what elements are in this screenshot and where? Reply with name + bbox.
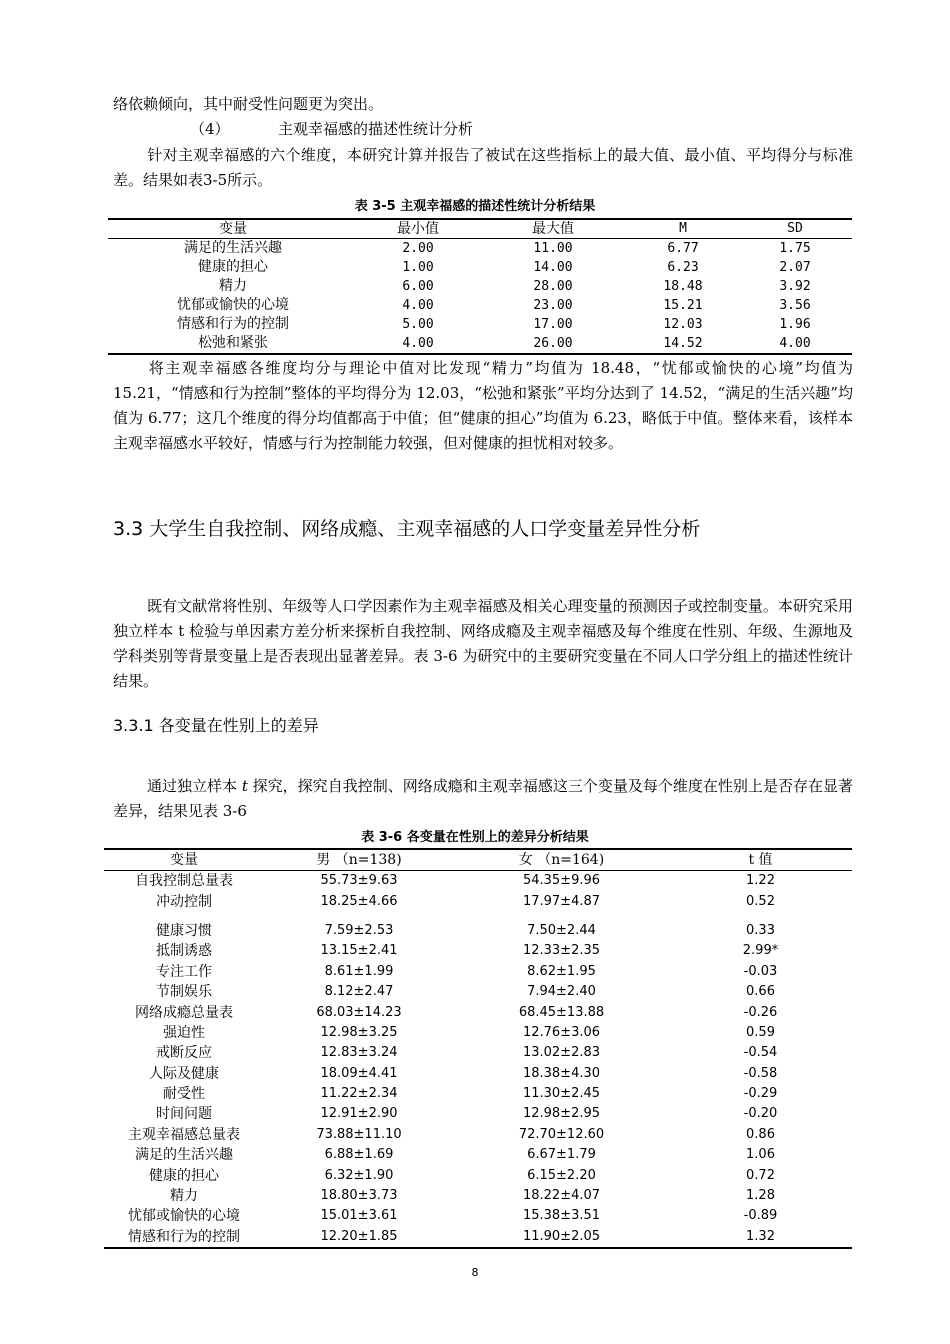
cell-value: 4.00 [779,336,811,351]
cell-value: 18.22±4.07 [522,1188,601,1204]
cell-value: 6.23 [667,260,699,275]
cell-variable: 戒断反应 [156,1045,212,1062]
cell-value: 3.56 [779,298,811,313]
subsection-4-heading [190,118,473,139]
header-male: 男 （n=138) [264,849,454,871]
cell-variable: 人际及健康 [149,1065,219,1082]
section-heading-3-3-1: 3.3.1 各变量在性别上的差异 [113,716,319,735]
cell-variable: 松弛和紧张 [198,335,268,351]
cell-value: 1.00 [402,260,434,275]
table-row [104,1023,852,1043]
cell-variable: 耐受性 [163,1086,205,1103]
cell-value: 1.75 [779,241,811,256]
table-row [104,982,852,1002]
cell-value: 55.73±9.63 [320,873,398,889]
cell-value: 8.12±2.47 [324,984,394,1000]
table-row [104,891,852,920]
table-row [108,239,852,259]
cell-value: 6.88±1.69 [324,1147,394,1163]
cell-value: 13.02±2.83 [522,1045,601,1061]
cell-variable: 主观幸福感总量表 [128,1126,240,1143]
cell-variable: 自我控制总量表 [135,873,233,890]
cell-value: 0.52 [746,893,775,909]
header-sd: SD [738,219,852,239]
table-row [108,258,852,277]
cell-value: 8.61±1.99 [324,963,394,979]
table-row [104,1084,852,1104]
cell-variable: 情感和行为的控制 [128,1228,240,1245]
cell-value: 18.38±4.30 [522,1065,601,1081]
cell-value: 0.72 [746,1167,775,1183]
cell-value: 0.66 [746,984,775,1000]
table-row [104,1064,852,1084]
header-mean: M [628,219,738,239]
table-row [108,315,852,334]
cell-value: 12.76±3.06 [522,1024,601,1040]
paragraph-table35-discussion: 将主观幸福感各维度均分与理论中值对比发现“精力”均值为 18.48，“忧郁或愉快的心境”均值为 15.21，“情感和行为控制”整体的平均得分为 12.03，“松弛和紧张”平均分达到了 14.52，“满足的生活兴趣”均值为 6.77；这几个维度的得分均值都高于中值；但“健康的担心”均值为 6.23，略低于中值。整体来看，该样本主观幸福感水平较好，情感与行为控制能力较强，但对健康的担忧相对较多。 [113,359,853,452]
paragraph-continued: 络依赖倾向，其中耐受性问题更为突出。 [113,95,384,113]
cell-value: 6.67±1.79 [527,1147,596,1163]
header-variable: 变量 [108,219,358,239]
cell-value: 18.48 [663,279,703,294]
header-t-value: t 值 [669,849,852,871]
cell-variable: 情感和行为的控制 [177,316,289,332]
cell-variable: 忧郁或愉快的心境 [128,1208,240,1225]
cell-value: 17.97±4.87 [522,893,601,909]
cell-value: 15.38±3.51 [522,1208,601,1224]
cell-value: 15.01±3.61 [320,1208,398,1224]
cell-value: 11.22±2.34 [320,1086,398,1102]
cell-value: 12.03 [663,317,703,332]
paragraph-intro-table35: 针对主观幸福感的六个维度，本研究计算并报告了被试在这些指标上的最大值、最小值、平均得分与标准差。结果如表3-5所示。 [113,146,853,189]
cell-value: 23.00 [533,298,573,313]
paragraph-table36-intro: 通过独立样本 t 探究，探究自我控制、网络成瘾和主观幸福感这三个变量及每个维度在性别上是否存在显著差异，结果见表 3-6 [113,777,853,820]
cell-value: 14.52 [663,336,703,351]
cell-value: -0.58 [743,1065,778,1081]
cell-value: 12.33±2.35 [522,943,601,959]
cell-value: 5.00 [402,317,434,332]
cell-value: 26.00 [533,336,573,351]
cell-value: 11.00 [533,241,573,256]
table-row [104,1165,852,1185]
cell-value: 68.03±14.23 [316,1004,402,1020]
table-row [104,1125,852,1145]
subsection-title: 主观幸福感的描述性统计分析 [278,120,474,138]
header-max: 最大值 [478,219,628,239]
cell-value: 18.09±4.41 [320,1065,398,1081]
section-heading-3-3: 3.3 大学生自我控制、网络成瘾、主观幸福感的人口学变量差异性分析 [113,518,701,540]
cell-variable: 满足的生活兴趣 [135,1147,233,1164]
page-number: 8 [471,1266,479,1279]
cell-value: 7.50±2.44 [527,922,596,938]
cell-value: 7.94±2.40 [527,984,596,1000]
cell-value: 6.32±1.90 [324,1167,394,1183]
header-female: 女 （n=164) [454,849,669,871]
cell-value: 11.30±2.45 [522,1086,601,1102]
header-variable: 变量 [104,849,264,871]
cell-value: 15.21 [663,298,703,313]
cell-value: 4.00 [402,336,434,351]
table-row [104,1002,852,1022]
cell-variable: 强迫性 [163,1024,205,1041]
cell-variable: 健康的担心 [198,259,268,275]
cell-value: 13.15±2.41 [320,943,398,959]
table-row [104,871,852,892]
table-row [104,1104,852,1124]
cell-value: 54.35±9.96 [522,873,601,889]
cell-value: 6.77 [667,241,699,256]
table-row [104,1206,852,1226]
cell-value: -0.54 [743,1045,778,1061]
table-row [104,1043,852,1063]
cell-value: -0.26 [743,1004,778,1020]
table-row [104,941,852,961]
table-row [104,1227,852,1248]
cell-variable: 网络成瘾总量表 [135,1004,233,1021]
cell-value: 6.15±2.20 [527,1167,596,1183]
cell-value: 11.90±2.05 [522,1228,601,1244]
cell-value: 3.92 [779,279,811,294]
cell-value: 7.59±2.53 [324,922,394,938]
cell-value: -0.03 [743,963,778,979]
subsection-number: （4） [190,120,230,138]
table-header-row [104,849,852,871]
cell-value: 6.00 [402,279,434,294]
cell-value: 12.20±1.85 [320,1228,398,1244]
cell-value: -0.20 [743,1106,778,1122]
paragraph-section-3-3: 既有文献常将性别、年级等人口学因素作为主观幸福感及相关心理变量的预测因子或控制变量。本研究采用独立样本 t 检验与单因素方差分析来探析自我控制、网络成瘾及主观幸福感及每个维度在性别、年级、生源地及学科类别等背景变量上是否表现出显著差异。表 3-6 为研究中的主要研究变量在不同人口学分组上的描述性统计结果。 [113,597,853,690]
cell-value: 1.06 [746,1147,775,1163]
cell-value: 12.83±3.24 [320,1045,398,1061]
cell-value: -0.89 [743,1208,778,1224]
cell-value: 0.59 [746,1024,775,1040]
cell-value: 2.00 [402,241,434,256]
cell-value: 1.32 [746,1228,775,1244]
cell-value: 1.28 [746,1188,775,1204]
cell-value: 8.62±1.95 [527,963,596,979]
cell-value: 0.86 [746,1126,775,1142]
cell-variable: 精力 [170,1188,198,1205]
cell-variable: 忧郁或愉快的心境 [177,297,289,313]
table-3-5-caption: 表 3-5 主观幸福感的描述性统计分析结果 [354,199,596,214]
table-row [104,921,852,941]
cell-value: 14.00 [533,260,573,275]
cell-value: 18.25±4.66 [320,893,398,909]
cell-value: 2.99* [742,943,779,959]
table-row [108,334,852,354]
cell-value: -0.29 [743,1086,778,1102]
header-min: 最小值 [358,219,478,239]
cell-value: 2.07 [779,260,811,275]
cell-value: 68.45±13.88 [518,1004,605,1020]
table-row [104,1145,852,1165]
table-3-6-caption: 表 3-6 各变量在性别上的差异分析结果 [361,830,589,845]
cell-value: 18.80±3.73 [320,1188,398,1204]
cell-value: 28.00 [533,279,573,294]
cell-value: 1.22 [746,873,775,889]
cell-variable: 时间问题 [156,1106,212,1123]
cell-value: 12.98±2.95 [522,1106,601,1122]
cell-value: 17.00 [533,317,573,332]
cell-variable: 满足的生活兴趣 [184,240,282,256]
cell-value: 1.96 [779,317,811,332]
table-3-6 [104,848,852,1249]
cell-value: 12.98±3.25 [320,1024,398,1040]
table-row [104,962,852,982]
cell-value: 72.70±12.60 [518,1126,605,1142]
table-3-5 [108,218,852,355]
cell-value: 73.88±11.10 [316,1126,402,1142]
cell-variable: 抵制诱惑 [156,943,212,960]
cell-variable: 专注工作 [156,963,212,980]
cell-value: 4.00 [402,298,434,313]
cell-variable: 节制娱乐 [156,984,212,1001]
cell-value: 0.33 [746,922,775,938]
cell-variable: 冲动控制 [156,893,212,910]
table-header-row [108,219,852,239]
cell-variable: 健康习惯 [156,922,212,939]
cell-variable: 精力 [219,278,247,294]
table-row [108,277,852,296]
table-row [108,296,852,315]
cell-variable: 健康的担心 [149,1167,219,1184]
cell-value: 12.91±2.90 [320,1106,398,1122]
table-row [104,1186,852,1206]
